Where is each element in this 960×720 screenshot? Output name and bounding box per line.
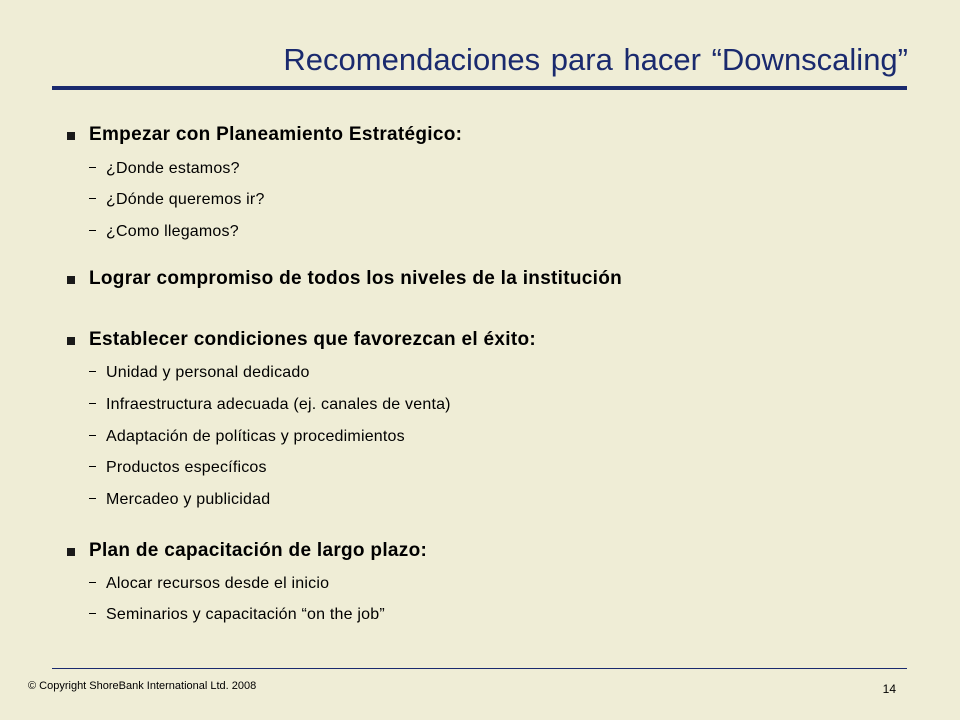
- bullet-capacitacion: [67, 540, 427, 562]
- footer-divider: [52, 668, 907, 669]
- title-divider: [52, 86, 907, 90]
- dash-icon: [89, 435, 96, 436]
- sub-item: ¿Dónde queremos ir?: [89, 191, 265, 209]
- bullet-compromiso: [67, 268, 622, 290]
- square-bullet-icon: [67, 276, 75, 284]
- bullet-text: Plan de capacitación de largo plazo:: [89, 540, 428, 561]
- sub-item: ¿Donde estamos?: [89, 160, 240, 178]
- dash-icon: [89, 371, 96, 372]
- sub-item: ¿Como llegamos?: [89, 223, 239, 241]
- dash-icon: [89, 167, 96, 168]
- dash-icon: [89, 582, 96, 583]
- sub-item: Adaptación de políticas y procedimientos: [89, 428, 405, 446]
- sub-item: Unidad y personal dedicado: [89, 364, 310, 382]
- sub-item: Mercadeo y publicidad: [89, 491, 270, 509]
- square-bullet-icon: [67, 548, 75, 556]
- sub-item: Alocar recursos desde el inicio: [89, 575, 329, 593]
- dash-icon: [89, 198, 96, 199]
- bullet-planeamiento: [67, 124, 462, 146]
- dash-icon: [89, 498, 96, 499]
- bullet-condiciones: [67, 329, 536, 351]
- sub-item: Productos específicos: [89, 459, 267, 477]
- dash-icon: [89, 403, 96, 404]
- bullet-text: Empezar con Planeamiento Estratégico:: [89, 124, 463, 145]
- sub-item: Infraestructura adecuada (ej. canales de venta): [89, 396, 451, 414]
- sub-item: Seminarios y capacitación “on the job”: [89, 606, 385, 624]
- bullet-text: Lograr compromiso de todos los niveles de la institución: [89, 268, 623, 289]
- dash-icon: [89, 613, 96, 614]
- dash-icon: [89, 230, 96, 231]
- dash-icon: [89, 466, 96, 467]
- page-number: 14: [882, 682, 896, 696]
- square-bullet-icon: [67, 337, 75, 345]
- bullet-text: Establecer condiciones que favorezcan el éxito:: [89, 329, 537, 350]
- square-bullet-icon: [67, 132, 75, 140]
- slide-title: Recomendaciones para hacer “Downscaling”: [283, 42, 908, 77]
- copyright-notice: © Copyright ShoreBank International Ltd. 2008: [28, 680, 257, 692]
